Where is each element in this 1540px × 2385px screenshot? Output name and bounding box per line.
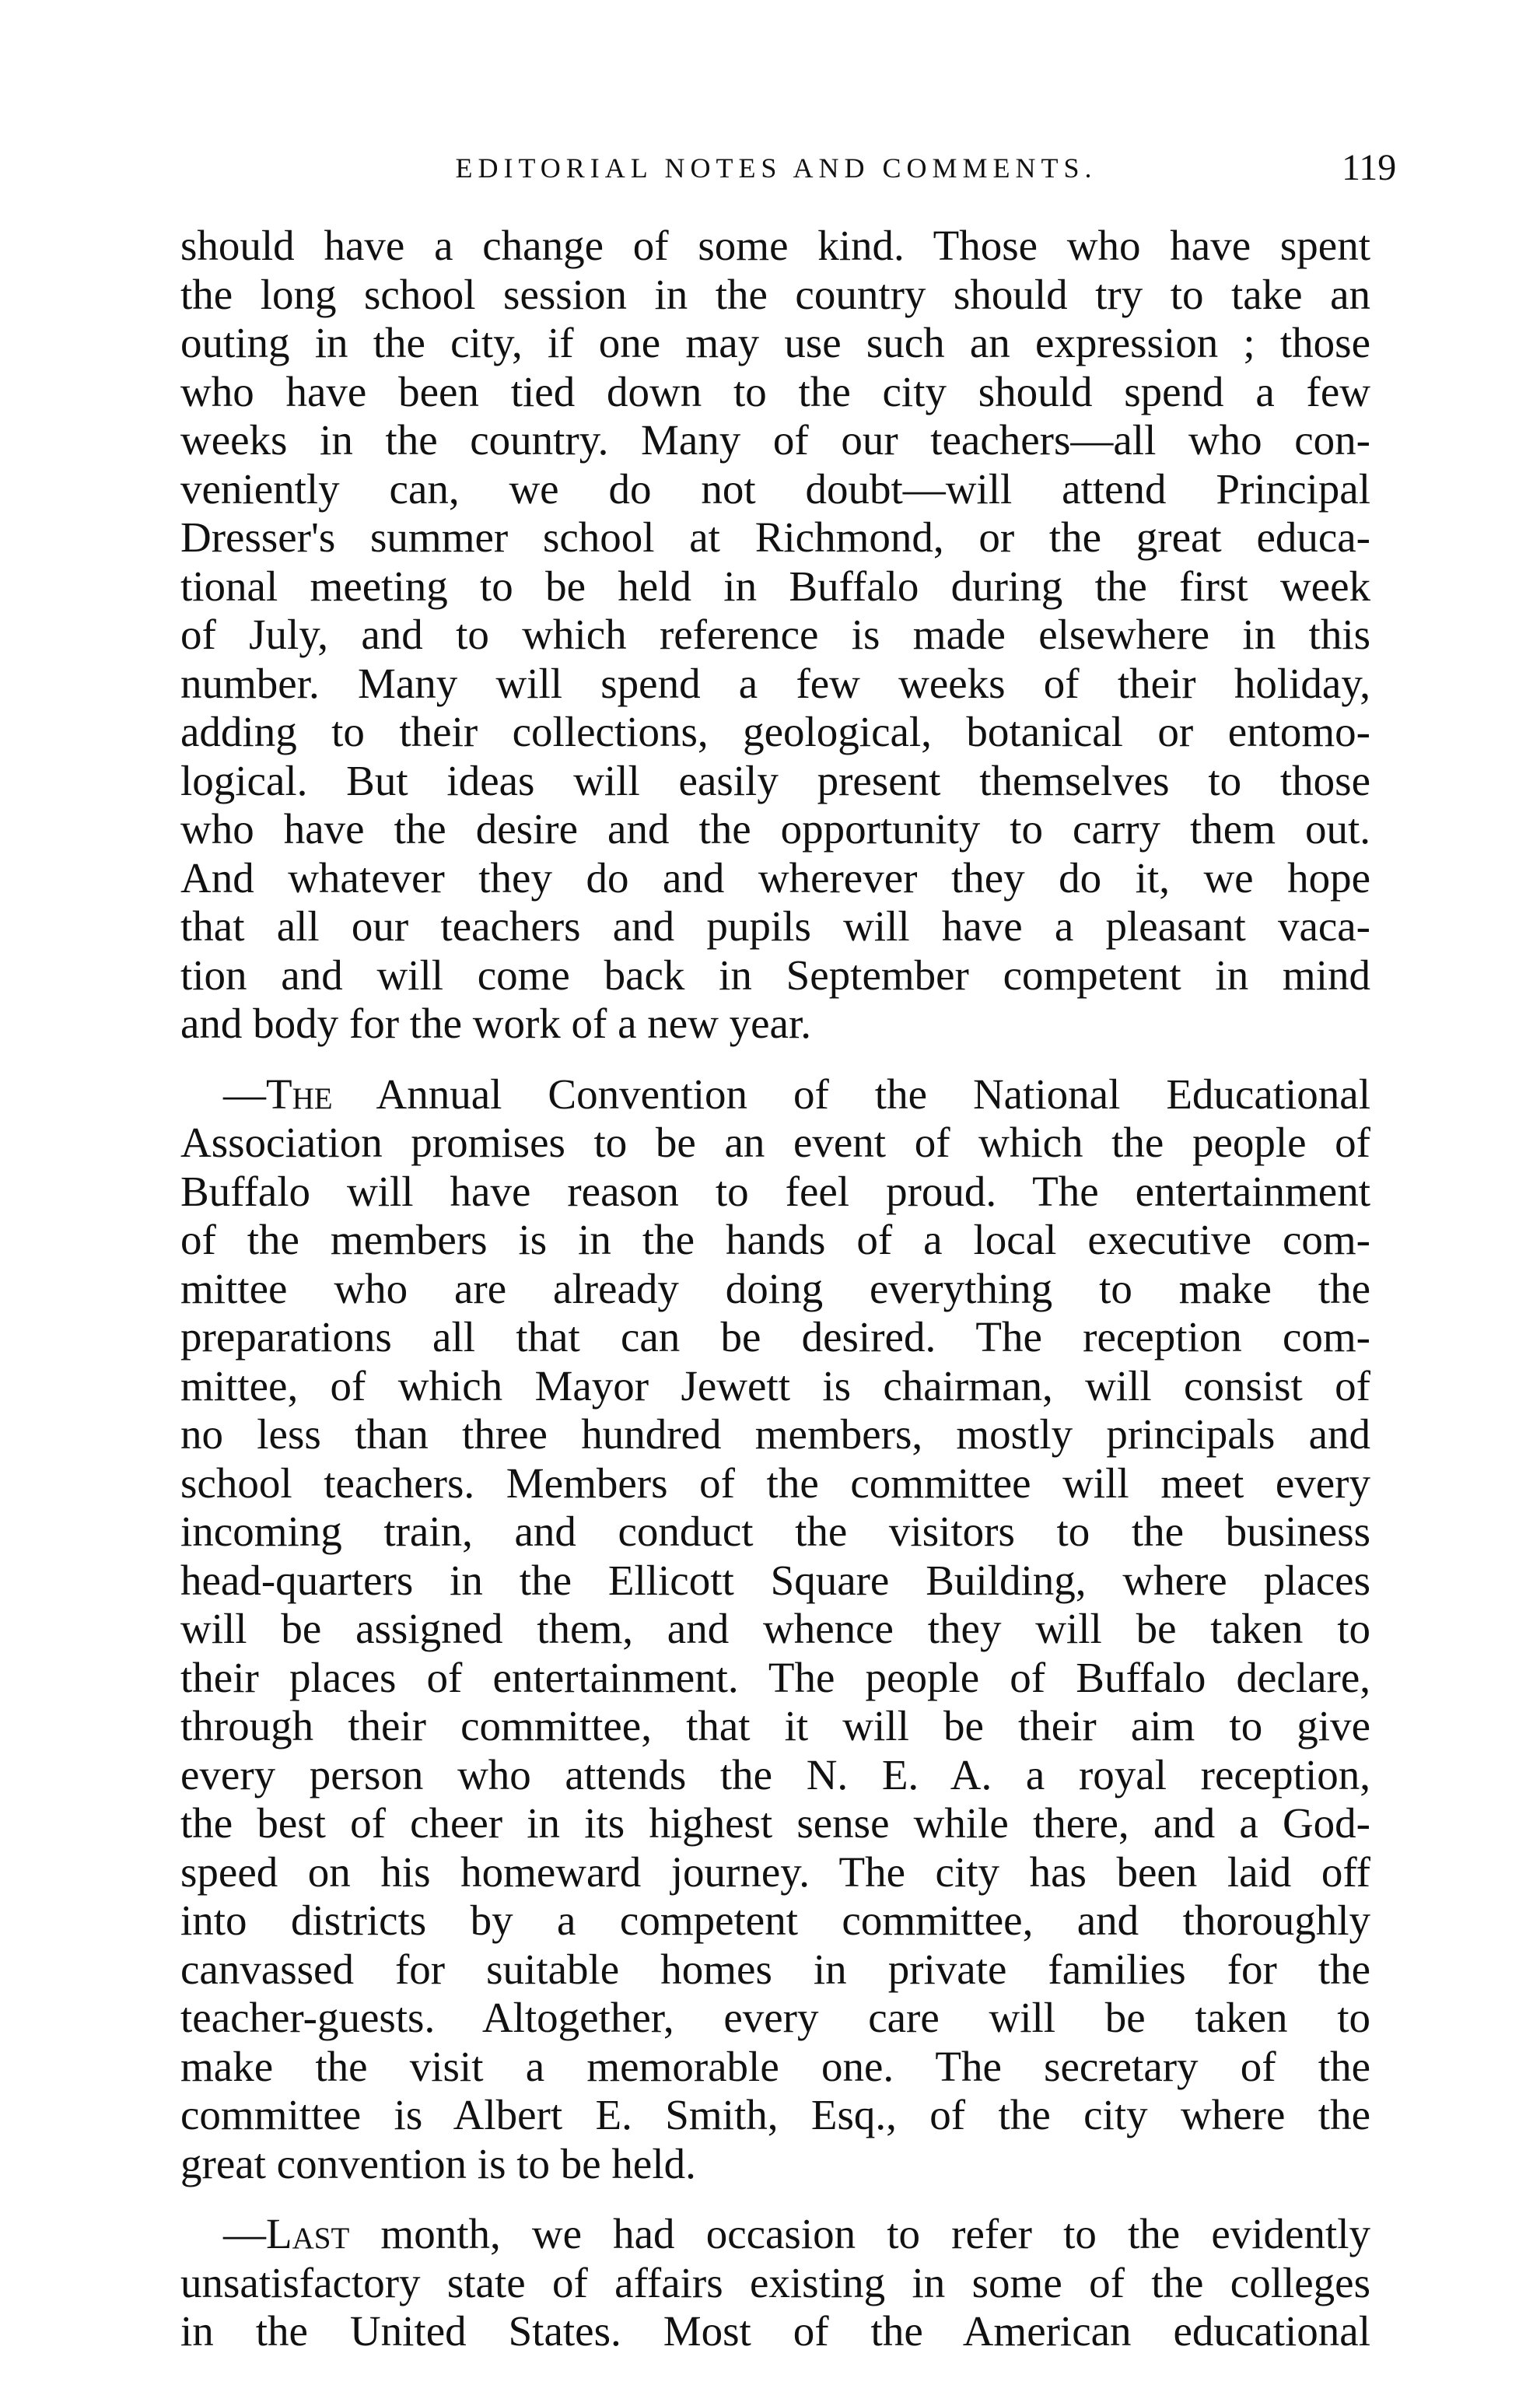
text-line: outing in the city, if one may use such an expression ; those [180,319,1370,366]
text-line: mittee who are already doing everything to make the [180,1264,1370,1312]
text-line: speed on his homeward journey. The city has been laid off [180,1847,1370,1896]
text-line: school teachers. Members of the committee will meet every [180,1459,1370,1507]
text-line: their places of entertainment. The people of Buffalo declare, [180,1653,1370,1701]
text-line: veniently can, we do not doubt—will attend Principal [180,464,1370,513]
lead-rest: Annual Convention of the National Educational [332,1070,1370,1118]
text-line: the long school session in the country should try to take an [180,270,1370,318]
lead-in: —The [223,1070,333,1118]
text-line: teacher-guests. Altogether, every care will be taken to [180,1994,1370,2041]
text-line: number. Many will spend a few weeks of their holiday, [180,659,1370,707]
text-line: will be assigned them, and whence they will be taken to [180,1605,1370,1652]
page-number: 119 [1342,147,1397,188]
text-line: preparations all that can be desired. The reception com- [180,1313,1370,1361]
text-line: committee is Albert E. Smith, Esq., of the city where the [180,2091,1370,2138]
text-line: tional meeting to be held in Buffalo during the first week [180,562,1370,610]
text-line: the best of cheer in its highest sense while there, and a God- [180,1799,1370,1847]
text-line-first [180,1070,1370,1119]
text-line: and body for the work of a new year. [180,1000,811,1047]
text-line: of July, and to which reference is made elsewhere in this [180,611,1370,658]
text-line: adding to their collections, geological, botanical or entomo- [180,708,1370,755]
text-line: mittee, of which Mayor Jewett is chairman, will consist of [180,1361,1370,1410]
text-line: that all our teachers and pupils will have a pleasant vaca- [180,902,1370,950]
text-line: of the members is in the hands of a local executive com- [180,1216,1370,1263]
text-line: And whatever they do and wherever they do it, we hope [180,853,1370,902]
text-line: canvassed for suitable homes in private families for the [180,1945,1370,1993]
text-line-first [180,2210,1370,2259]
paragraph-colleges [180,2210,1370,2356]
running-head: EDITORIAL NOTES AND COMMENTS. [455,152,1097,184]
body-text [180,222,1370,2356]
lead-rest: month, we had occasion to refer to the evidently [349,2210,1370,2257]
text-line: every person who attends the N. E. A. a royal reception, [180,1750,1370,1798]
text-line: incoming train, and conduct the visitors to the business [180,1508,1370,1555]
text-line: logical. But ideas will easily present themselves to those [180,756,1370,804]
text-line: no less than three hundred members, mostly principals and [180,1410,1370,1458]
text-line: into districts by a competent committee, and thoroughly [180,1896,1370,1944]
text-line: through their committee, that it will be their aim to give [180,1702,1370,1749]
text-line: who have been tied down to the city should spend a few [180,367,1370,415]
text-line: should have a change of some kind. Those who have spent [180,222,1370,269]
text-line: weeks in the country. Many of our teachers—all who con- [180,416,1370,464]
text-line: Association promises to be an event of which the people of [180,1119,1370,1166]
text-line: in the United States. Most of the American educational [180,2307,1370,2355]
text-line: great convention is to be held. [180,2139,696,2187]
text-line: who have the desire and the opportunity to carry them out. [180,805,1370,853]
text-line: Buffalo will have reason to feel proud. The entertainment [180,1167,1370,1215]
text-line: Dresser's summer school at Richmond, or the great educa- [180,513,1370,561]
lead-in: —Last [223,2210,350,2257]
paragraph-holidays [180,222,1370,1049]
text-line: head-quarters in the Ellicott Square Building, where places [180,1556,1370,1604]
text-line: unsatisfactory state of affairs existing in some of the colleges [180,2258,1370,2306]
text-line: tion and will come back in September competent in mind [180,951,1370,999]
text-line: make the visit a memorable one. The secretary of the [180,2042,1370,2090]
paragraph-convention [180,1070,1370,2189]
